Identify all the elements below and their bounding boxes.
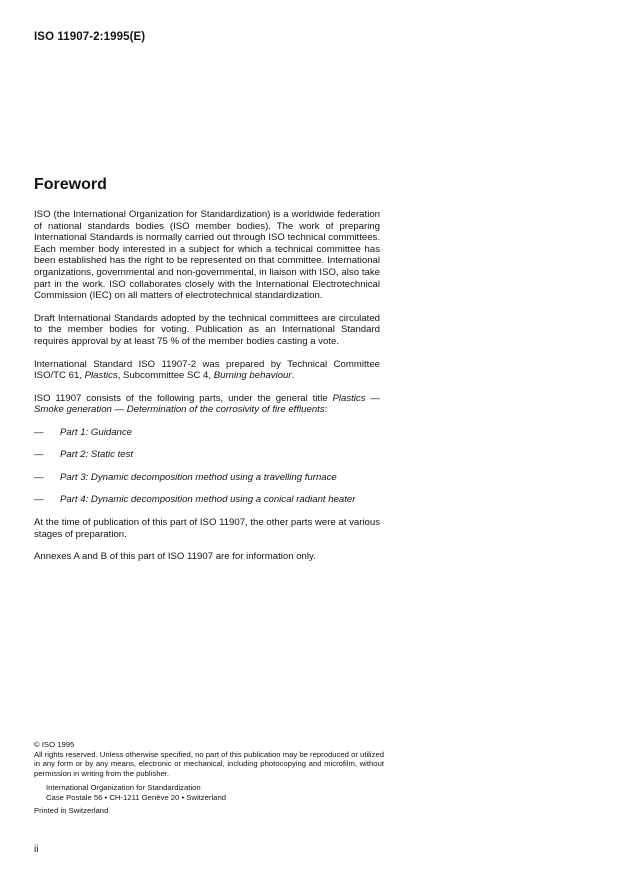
paragraph-prepared-by	[34, 359, 380, 382]
publisher-address	[46, 783, 384, 802]
list-item-text: Part 2: Static test	[60, 449, 134, 461]
parts-list	[34, 427, 380, 506]
prepared-by-intro: International Standard ISO 11907-2 was prepared by Technical Committee ISO/TC 61,	[34, 358, 380, 382]
list-item	[34, 494, 380, 506]
parts-intro-text: ISO 11907 consists of the following parts, under the general title	[34, 392, 333, 404]
paragraph-publication-note: At the time of publication of this part of ISO 11907, the other parts were at various stages of preparation.	[34, 516, 380, 540]
paragraph-parts-intro	[34, 393, 380, 416]
parts-intro-end: :	[324, 404, 328, 416]
copyright-line: © ISO 1995	[34, 740, 75, 749]
prepared-by-end: .	[291, 370, 295, 382]
list-item-text: Part 4: Dynamic decomposition method using a conical radiant heater	[60, 494, 356, 506]
dash-marker: —	[34, 449, 44, 461]
publisher-postal: Case Postale 56 • CH-1211 Genève 20 • Switzerland	[46, 792, 227, 802]
foreword-body	[34, 209, 380, 574]
list-item	[34, 427, 380, 439]
subcommittee-name-burning: Burning behaviour	[213, 370, 292, 382]
list-item-text: Part 3: Dynamic decomposition method using a travelling furnace	[60, 471, 337, 483]
paragraph-annexes-note: Annexes A and B of this part of ISO 11907 are for information only.	[34, 551, 316, 563]
list-item-text: Part 1: Guidance	[60, 426, 132, 438]
list-item	[34, 472, 380, 484]
dash-marker: —	[34, 426, 44, 438]
list-item	[34, 449, 380, 461]
dash-marker: —	[34, 494, 44, 506]
page-title: Foreword	[34, 176, 107, 193]
publisher-org: International Organization for Standardization	[46, 782, 201, 792]
copyright-footer	[34, 740, 384, 816]
dash-marker: —	[34, 471, 44, 483]
general-title: Plastics — Smoke generation — Determination of the corrosivity of fire effluents	[34, 392, 380, 416]
document-header: ISO 11907-2:1995(E)	[34, 31, 146, 43]
rights-statement: All rights reserved. Unless otherwise specified, no part of this publication may be reproduced or utilized in any form or by any means, electronic or mechanical, including photocopying and microfilm, without permission in writing from the publisher.	[34, 749, 384, 779]
paragraph-iso-intro: ISO (the International Organization for Standardization) is a worldwide federation of national standards bodies (ISO member bodies). The work of preparing International Standards is normally carried out through ISO technical committees. Each member body interested in a subject for which a technical committee has been established has the right to be represented on that committee. International organizations, governmental and non-governmental, in liaison with ISO, also take part in the work. ISO collaborates closely with the International Electrotechnical Commission (IEC) on all matters of electrotechnical standardization.	[34, 209, 380, 302]
paragraph-draft-standards: Draft International Standards adopted by the technical committees are circulated to the member bodies for voting. Publication as an International Standard requires approval by at least 75 % of the member bodies casting a vote.	[34, 312, 380, 347]
page-number: ii	[34, 844, 39, 855]
committee-name-plastics: Plastics	[84, 370, 118, 382]
prepared-by-mid: , Subcommittee SC 4,	[117, 370, 214, 382]
printed-in: Printed in Switzerland	[34, 806, 109, 816]
